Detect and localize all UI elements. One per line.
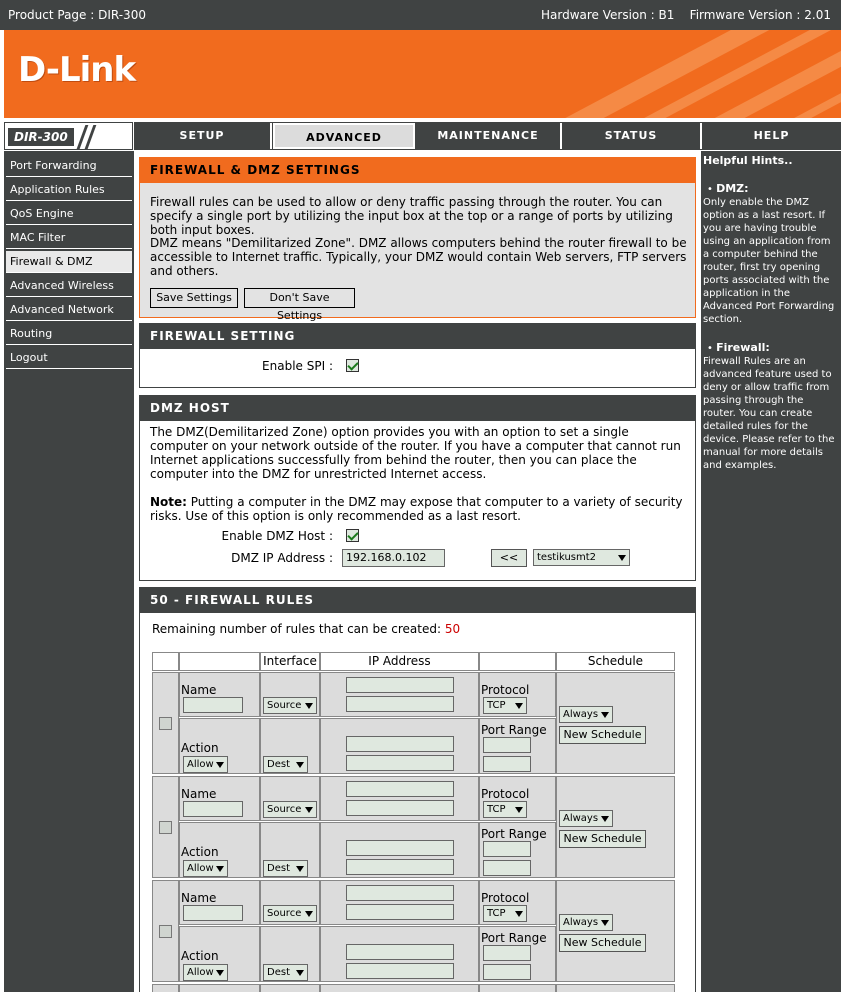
main-tabs bbox=[134, 122, 841, 150]
dest-interface-select[interactable]: Dest bbox=[263, 860, 308, 877]
sidebar-item-routing[interactable]: Routing bbox=[6, 323, 132, 345]
main-content bbox=[134, 151, 701, 992]
chevron-down-icon bbox=[216, 762, 224, 768]
name-label: Name bbox=[181, 787, 217, 801]
action-select[interactable]: Allow bbox=[183, 860, 228, 877]
new-schedule-button[interactable]: New Schedule bbox=[559, 934, 646, 952]
chevron-down-icon bbox=[296, 866, 304, 872]
chevron-down-icon bbox=[618, 555, 626, 561]
source-interface-select[interactable]: Source bbox=[263, 697, 317, 714]
protocol-label: Protocol bbox=[481, 787, 530, 801]
chevron-down-icon bbox=[515, 807, 523, 813]
sidebar-item-logout[interactable]: Logout bbox=[6, 347, 132, 369]
tab-maintenance[interactable]: MAINTENANCE bbox=[416, 123, 562, 149]
dest-interface-select[interactable]: Dest bbox=[263, 964, 308, 981]
dmz-ip-input[interactable]: 192.168.0.102 bbox=[342, 549, 445, 567]
schedule-select[interactable]: Always bbox=[559, 914, 613, 931]
action-label: Action bbox=[181, 845, 219, 859]
sidebar-item-advanced-wireless[interactable]: Advanced Wireless bbox=[6, 275, 132, 297]
sidebar-item-qos-engine[interactable]: QoS Engine bbox=[6, 203, 132, 225]
save-settings-button[interactable]: Save Settings bbox=[150, 288, 238, 308]
copy-ip-button[interactable]: << bbox=[491, 549, 527, 567]
tab-setup[interactable]: SETUP bbox=[134, 123, 272, 149]
banner bbox=[4, 30, 841, 118]
dlink-logo: D-Link bbox=[18, 50, 136, 90]
chevron-down-icon bbox=[601, 712, 609, 718]
protocol-label: Protocol bbox=[481, 891, 530, 905]
intro-text: Firewall rules can be used to allow or deny traffic passing through the router. You can specify a single port by utilizing the input box at the top or a range of ports by utilizing both input boxes. bbox=[150, 195, 673, 237]
port-range-label: Port Range bbox=[481, 931, 547, 945]
action-label: Action bbox=[181, 741, 219, 755]
dmz-host-panel bbox=[139, 395, 696, 581]
action-label: Action bbox=[181, 949, 219, 963]
dest-interface-select[interactable]: Dest bbox=[263, 756, 308, 773]
port-range-label: Port Range bbox=[481, 723, 547, 737]
action-select[interactable]: Allow bbox=[183, 756, 228, 773]
header-ip-address: IP Address bbox=[320, 652, 479, 671]
firewall-dmz-settings-panel bbox=[139, 157, 696, 322]
port-end-input[interactable] bbox=[483, 860, 531, 876]
dmz-intro-text: DMZ means "Demilitarized Zone". DMZ allows computers behind the router firewall to be accessible to Internet traffic. Typically, your DMZ would contain Web servers, FTP servers and others. bbox=[150, 236, 687, 278]
new-schedule-button[interactable]: New Schedule bbox=[559, 830, 646, 848]
chevron-down-icon bbox=[515, 911, 523, 917]
source-interface-select[interactable]: Source bbox=[263, 905, 317, 922]
source-ip-start-input[interactable] bbox=[346, 677, 454, 693]
rule-enable-checkbox[interactable] bbox=[159, 925, 172, 938]
computer-name-select[interactable]: testikusmt2 bbox=[533, 549, 630, 566]
chevron-down-icon bbox=[305, 703, 313, 709]
enable-dmz-host-label: Enable DMZ Host : bbox=[221, 529, 333, 543]
port-start-input[interactable] bbox=[483, 945, 531, 961]
model-badge bbox=[4, 122, 133, 150]
port-end-input[interactable] bbox=[483, 964, 531, 980]
enable-spi-checkbox[interactable] bbox=[346, 359, 359, 372]
help-dmz-text: Only enable the DMZ option as a last resort. If you are having trouble using an application from a computer behind the router, first try opening ports associated with the application in the Advanced Port Forwarding section. bbox=[703, 197, 835, 325]
top-bar bbox=[0, 0, 841, 30]
source-ip-end-input[interactable] bbox=[346, 800, 454, 816]
source-interface-select[interactable]: Source bbox=[263, 801, 317, 818]
dmz-ip-label: DMZ IP Address : bbox=[231, 551, 333, 565]
source-ip-end-input[interactable] bbox=[346, 904, 454, 920]
enable-spi-label: Enable SPI : bbox=[262, 359, 333, 373]
rule-name-input[interactable] bbox=[183, 905, 243, 921]
dest-ip-end-input[interactable] bbox=[346, 963, 454, 979]
version-label: Hardware Version : B1 Firmware Version : 2.01 bbox=[540, 8, 831, 22]
rule-enable-checkbox[interactable] bbox=[159, 821, 172, 834]
dest-ip-end-input[interactable] bbox=[346, 755, 454, 771]
name-label: Name bbox=[181, 683, 217, 697]
note-label: Note: bbox=[150, 495, 187, 509]
port-start-input[interactable] bbox=[483, 841, 531, 857]
section-title: FIREWALL SETTING bbox=[140, 324, 695, 349]
source-ip-end-input[interactable] bbox=[346, 696, 454, 712]
port-range-label: Port Range bbox=[481, 827, 547, 841]
tab-advanced[interactable]: ADVANCED bbox=[273, 123, 415, 149]
protocol-select[interactable]: TCP bbox=[483, 697, 527, 714]
firewall-setting-panel bbox=[139, 323, 696, 388]
sidebar bbox=[4, 151, 134, 992]
sidebar-item-application-rules[interactable]: Application Rules bbox=[6, 179, 132, 201]
dest-ip-start-input[interactable] bbox=[346, 944, 454, 960]
section-title: DMZ HOST bbox=[140, 396, 695, 421]
protocol-select[interactable]: TCP bbox=[483, 905, 527, 922]
section-title: 50 - FIREWALL RULES bbox=[140, 588, 695, 613]
section-title: FIREWALL & DMZ SETTINGS bbox=[140, 158, 695, 183]
firewall-rules-panel bbox=[139, 587, 696, 992]
chevron-down-icon bbox=[216, 970, 224, 976]
sidebar-item-advanced-network[interactable]: Advanced Network bbox=[6, 299, 132, 321]
chevron-down-icon bbox=[296, 762, 304, 768]
chevron-down-icon bbox=[515, 703, 523, 709]
product-page-label: Product Page : DIR-300 bbox=[8, 8, 146, 22]
help-dmz-title: DMZ: bbox=[716, 182, 749, 195]
dest-ip-start-input[interactable] bbox=[346, 840, 454, 856]
dont-save-settings-button[interactable]: Don't Save Settings bbox=[244, 288, 355, 308]
enable-dmz-host-checkbox[interactable] bbox=[346, 529, 359, 542]
dest-ip-end-input[interactable] bbox=[346, 859, 454, 875]
header-schedule: Schedule bbox=[556, 652, 675, 671]
protocol-label: Protocol bbox=[481, 683, 530, 697]
help-title: Helpful Hints.. bbox=[703, 154, 793, 167]
chevron-down-icon bbox=[296, 970, 304, 976]
header-interface: Interface bbox=[260, 652, 320, 671]
action-select[interactable]: Allow bbox=[183, 964, 228, 981]
note-text: Putting a computer in the DMZ may expose that computer to a variety of security risks. Use of this option is only recommended as a last resort. bbox=[150, 495, 683, 523]
chevron-down-icon bbox=[216, 866, 224, 872]
chevron-down-icon bbox=[601, 920, 609, 926]
sidebar-item-port-forwarding[interactable]: Port Forwarding bbox=[6, 155, 132, 177]
dmz-description: The DMZ(Demilitarized Zone) option provides you with an option to set a single computer on your network outside of the router. If you have a computer that cannot run Internet applications successfully from behind the router, then you can place the computer into the DMZ for unrestricted Internet access. bbox=[150, 425, 681, 481]
new-schedule-button[interactable]: New Schedule bbox=[559, 726, 646, 744]
schedule-select[interactable]: Always bbox=[559, 706, 613, 723]
rule-enable-checkbox[interactable] bbox=[159, 717, 172, 730]
protocol-select[interactable]: TCP bbox=[483, 801, 527, 818]
rule-name-input[interactable] bbox=[183, 801, 243, 817]
model-label: DIR-300 bbox=[8, 128, 74, 146]
remaining-rules-label: Remaining number of rules that can be created: bbox=[152, 622, 442, 636]
help-firewall-text: Firewall Rules are an advanced feature used to deny or allow traffic from passing through the router. You can create detailed rules for the device. Please refer to the manual for more details and examples. bbox=[703, 356, 835, 471]
source-ip-start-input[interactable] bbox=[346, 781, 454, 797]
chevron-down-icon bbox=[601, 816, 609, 822]
tab-status[interactable]: STATUS bbox=[562, 123, 702, 149]
rule-name-input[interactable] bbox=[183, 697, 243, 713]
sidebar-item-firewall-dmz[interactable]: Firewall & DMZ bbox=[6, 251, 132, 273]
schedule-select[interactable]: Always bbox=[559, 810, 613, 827]
port-end-input[interactable] bbox=[483, 756, 531, 772]
help-panel: Helpful Hints.. • DMZ: Only enable the DMZ option as a last resort. If you are having trouble using an application from a computer behind the router, first try opening ports associated with the application in the Advanced Port Forwarding section. • Firewall: Firewall Rules are an advanced feature used to deny or allow traffic from passing through the router. You can create detailed rules for the device. Please refer to the manual for more details and examples. bbox=[701, 151, 841, 992]
tab-help[interactable]: HELP bbox=[753, 129, 790, 142]
chevron-down-icon bbox=[305, 911, 313, 917]
port-start-input[interactable] bbox=[483, 737, 531, 753]
remaining-rules-value: 50 bbox=[444, 622, 461, 636]
chevron-down-icon bbox=[305, 807, 313, 813]
source-ip-start-input[interactable] bbox=[346, 885, 454, 901]
help-firewall-title: Firewall: bbox=[716, 341, 770, 354]
name-label: Name bbox=[181, 891, 217, 905]
dest-ip-start-input[interactable] bbox=[346, 736, 454, 752]
sidebar-item-mac-filter[interactable]: MAC Filter bbox=[6, 227, 132, 249]
